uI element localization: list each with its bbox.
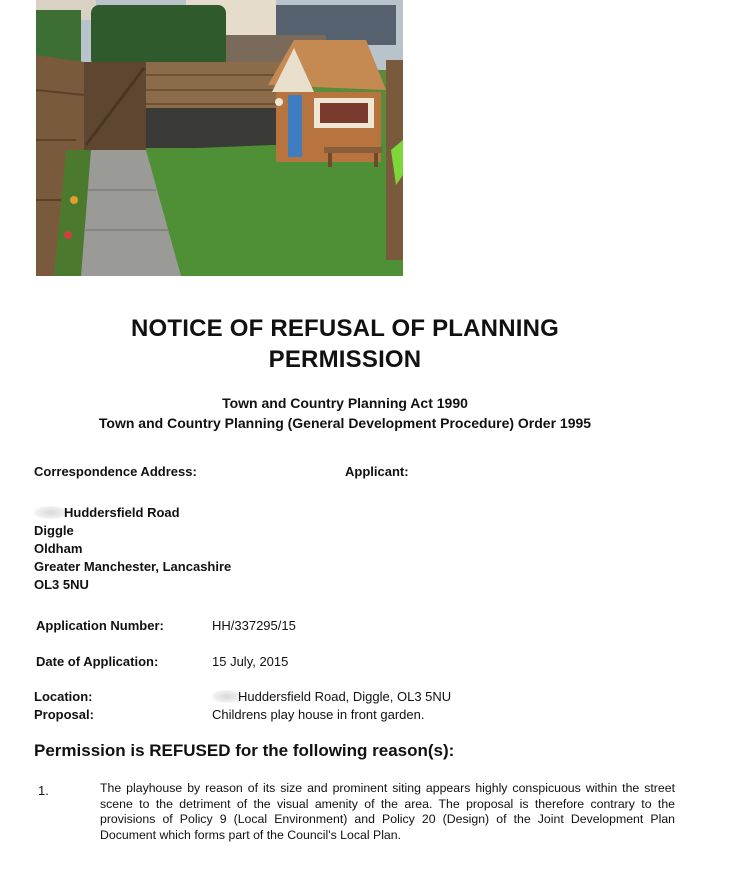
correspondence-address-label: Correspondence Address: xyxy=(34,464,197,479)
address-village: Diggle xyxy=(34,523,74,538)
address-postcode: OL3 5NU xyxy=(34,577,89,592)
date-of-application-label: Date of Application: xyxy=(36,654,159,669)
address-street-line xyxy=(34,504,231,522)
location-label: Location: xyxy=(34,689,93,704)
act-line-1: Town and Country Planning Act 1990 xyxy=(222,395,468,411)
address-county: Greater Manchester, Lancashire xyxy=(34,559,232,574)
address-street: Huddersfield Road xyxy=(64,505,180,520)
proposal-value: Childrens play house in front garden. xyxy=(212,707,425,722)
redaction-blur xyxy=(34,506,68,519)
location-value: Huddersfield Road, Diggle, OL3 5NU xyxy=(238,689,452,704)
decision-heading: Permission is REFUSED for the following reason(s): xyxy=(34,741,455,760)
correspondence-address xyxy=(34,504,231,594)
proposal-label: Proposal: xyxy=(34,707,94,722)
applicant-label: Applicant: xyxy=(345,464,409,479)
reason-text: The playhouse by reason of its size and prominent siting appears highly conspicuous within the street scene to the detriment of the visual amenity of the area. The proposal is therefore contrary to the provisions of Policy 9 (Local Environment) and Policy 20 (Design) of the Joint Development Plan Document which forms part of the Council's Local Plan. xyxy=(100,781,675,842)
act-references xyxy=(40,393,650,433)
application-number-label: Application Number: xyxy=(36,618,164,633)
act-line-2: Town and Country Planning (General Development Procedure) Order 1995 xyxy=(98,415,592,431)
address-town: Oldham xyxy=(34,541,83,556)
reason-number: 1. xyxy=(38,783,49,798)
location-value-line xyxy=(212,689,451,704)
application-number-value: HH/337295/15 xyxy=(212,618,296,633)
notice-title: NOTICE OF REFUSAL OF PLANNING PERMISSION xyxy=(130,315,560,373)
garden-playhouse-photo xyxy=(36,0,403,276)
date-of-application-value: 15 July, 2015 xyxy=(212,654,289,669)
